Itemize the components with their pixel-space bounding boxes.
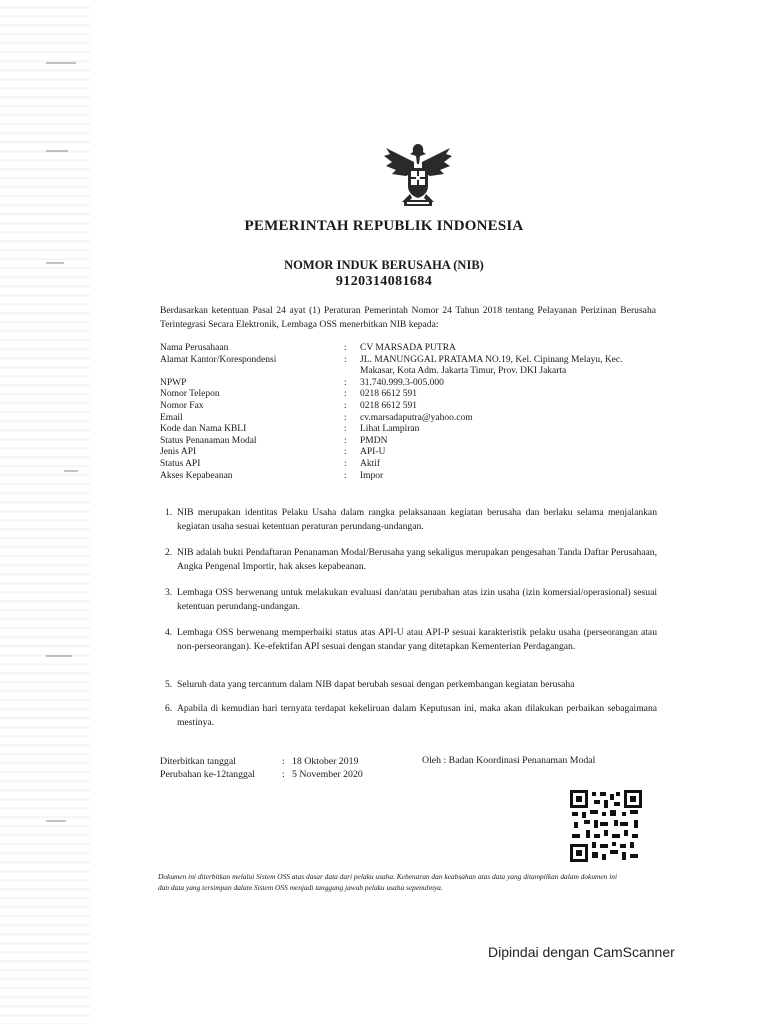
issue-dates — [160, 755, 363, 781]
field-label: Nama Perusahaan — [160, 343, 229, 353]
field-colon: : — [344, 354, 347, 365]
field-label: Akses Kepabeanan — [160, 470, 233, 481]
field-row — [160, 447, 660, 459]
note-text: Lembaga OSS berwenang untuk melakukan evaluasi dan/atau perubahan atas izin usaha (izin komersial/operasional) sesuai ketentuan perundang-undangan. — [177, 587, 657, 612]
note-text: NIB merupakan identitas Pelaku Usaha dalam rangka pelaksanaan kegiatan berusaha dan berlaku selama menjalankan kegiatan usaha sesuai ketentuan peraturan perundang-undangan. — [177, 507, 657, 532]
note-item — [165, 506, 657, 533]
scan-mark — [64, 470, 78, 472]
field-value: API-U — [360, 447, 386, 458]
note-item — [165, 678, 657, 692]
field-value: Aktif — [360, 458, 381, 469]
note-number: 3. — [165, 587, 173, 598]
field-label: Status Penanaman Modal — [160, 435, 257, 446]
field-row — [160, 459, 660, 471]
note-item — [165, 586, 657, 613]
scan-mark — [46, 62, 76, 64]
field-label: Status API — [160, 458, 201, 469]
field-value: 31.740.999.3-005.000 — [360, 377, 444, 388]
field-colon: : — [344, 470, 347, 481]
scan-edge-noise — [0, 0, 90, 1024]
field-row — [160, 343, 660, 355]
note-number: 5. — [165, 679, 173, 690]
document-title: NOMOR INDUK BERUSAHA (NIB) — [284, 258, 484, 272]
note-number: 2. — [165, 547, 173, 558]
camscanner-watermark: Dipindai dengan CamScanner — [488, 944, 675, 960]
qr-code-icon — [570, 790, 642, 862]
field-value: Lihat Lampiran — [360, 424, 420, 435]
field-value: CV MARSADA PUTRA — [360, 343, 456, 353]
issuer-text: Oleh : Badan Koordinasi Penanaman Modal — [422, 755, 596, 766]
field-row — [160, 401, 660, 413]
field-label: NPWP — [160, 377, 187, 388]
garuda-emblem-icon — [380, 136, 456, 212]
field-row — [160, 355, 660, 378]
field-colon: : — [344, 412, 347, 423]
field-label: Jenis API — [160, 447, 197, 458]
field-value: 0218 6612 591 — [360, 389, 417, 400]
issued-label: Diterbitkan tanggal — [160, 756, 236, 767]
note-text: Apabila di kemudian hari ternyata terdapat kekeliruan dalam Keputusan ini, maka akan dilakukan perbaikan sebagaimana mestinya. — [177, 703, 657, 728]
scan-mark — [46, 150, 68, 152]
field-colon: : — [344, 458, 347, 469]
field-colon: : — [344, 447, 347, 458]
field-row — [160, 424, 660, 436]
company-fields — [160, 343, 660, 482]
note-text: Seluruh data yang tercantum dalam NIB dapat berubah sesuai dengan perkembangan kegiatan berusaha — [177, 679, 575, 690]
change-row — [160, 768, 363, 781]
issued-colon: : — [282, 756, 285, 767]
note-text: Lembaga OSS berwenang memperbaiki status atas API-U atau API-P sesuai karakteristik pelaku usaha (perseorangan atau non-perseorangan). Ke-efektifan API sesuai dengan standar yang ditetapkan Kementerian Perdagangan. — [177, 627, 657, 652]
field-value: cv.marsadaputra@yahoo.com — [360, 412, 473, 423]
change-colon: : — [282, 769, 285, 780]
note-number: 6. — [165, 703, 173, 714]
field-colon: : — [344, 377, 347, 388]
field-value: JL. MANUNGGAL PRATAMA NO.19, Kel. Cipinang Melayu, Kec. Makasar, Kota Adm. Jakarta Timur, Prov. DKI Jakarta — [360, 354, 623, 377]
intro-paragraph: Berdasarkan ketentuan Pasal 24 ayat (1) Peraturan Pemerintah Nomor 24 Tahun 2018 tentang Pelayanan Perizinan Berusaha Terintegrasi Secara Elektronik, Lembaga OSS menerbitkan NIB kepada: — [160, 305, 656, 330]
field-row — [160, 413, 660, 425]
note-text: NIB adalah bukti Pendaftaran Penanaman Modal/Berusaha yang sekaligus merupakan pengesahan Tanda Daftar Perusahaan, Angka Pengenal Importir, hak akses kepabeanan. — [177, 547, 657, 572]
field-label: Alamat Kantor/Korespondensi — [160, 354, 277, 365]
field-label: Nomor Fax — [160, 400, 204, 411]
note-item — [165, 626, 657, 653]
field-colon: : — [344, 435, 347, 446]
government-title: PEMERINTAH REPUBLIK INDONESIA — [244, 218, 524, 234]
note-item — [165, 702, 657, 729]
note-number: 1. — [165, 507, 173, 518]
field-row — [160, 378, 660, 390]
field-row — [160, 471, 660, 483]
note-item — [165, 546, 657, 573]
field-colon: : — [344, 400, 347, 411]
note-number: 4. — [165, 627, 173, 638]
scan-mark — [46, 820, 66, 822]
nib-number: 9120314081684 — [335, 274, 433, 289]
field-label: Nomor Telepon — [160, 389, 220, 400]
field-colon: : — [344, 389, 347, 400]
field-colon: : — [344, 343, 347, 353]
field-row — [160, 436, 660, 448]
field-row — [160, 389, 660, 401]
field-label: Email — [160, 412, 183, 423]
change-label: Perubahan ke-12tanggal — [160, 769, 255, 780]
issued-row — [160, 755, 363, 768]
field-value: PMDN — [360, 435, 388, 446]
field-value: 0218 6612 591 — [360, 400, 417, 411]
scan-mark — [46, 655, 72, 657]
issued-date: 18 Oktober 2019 — [292, 756, 359, 767]
footnote-disclaimer: Dokumen ini diterbitkan melalui Sistem OSS atas dasar data dari pelaku usaha. Kebenaran dan keabsahan atas data yang ditampilkan dalam dokumen ini dan data yang tersimpan dalam Sistem OSS menjadi tanggung jawab pelaku usaha sepenuhnya. — [158, 872, 617, 892]
field-label: Kode dan Nama KBLI — [160, 424, 247, 435]
change-date: 5 November 2020 — [292, 769, 363, 780]
field-value: Impor — [360, 470, 384, 481]
field-colon: : — [344, 424, 347, 435]
